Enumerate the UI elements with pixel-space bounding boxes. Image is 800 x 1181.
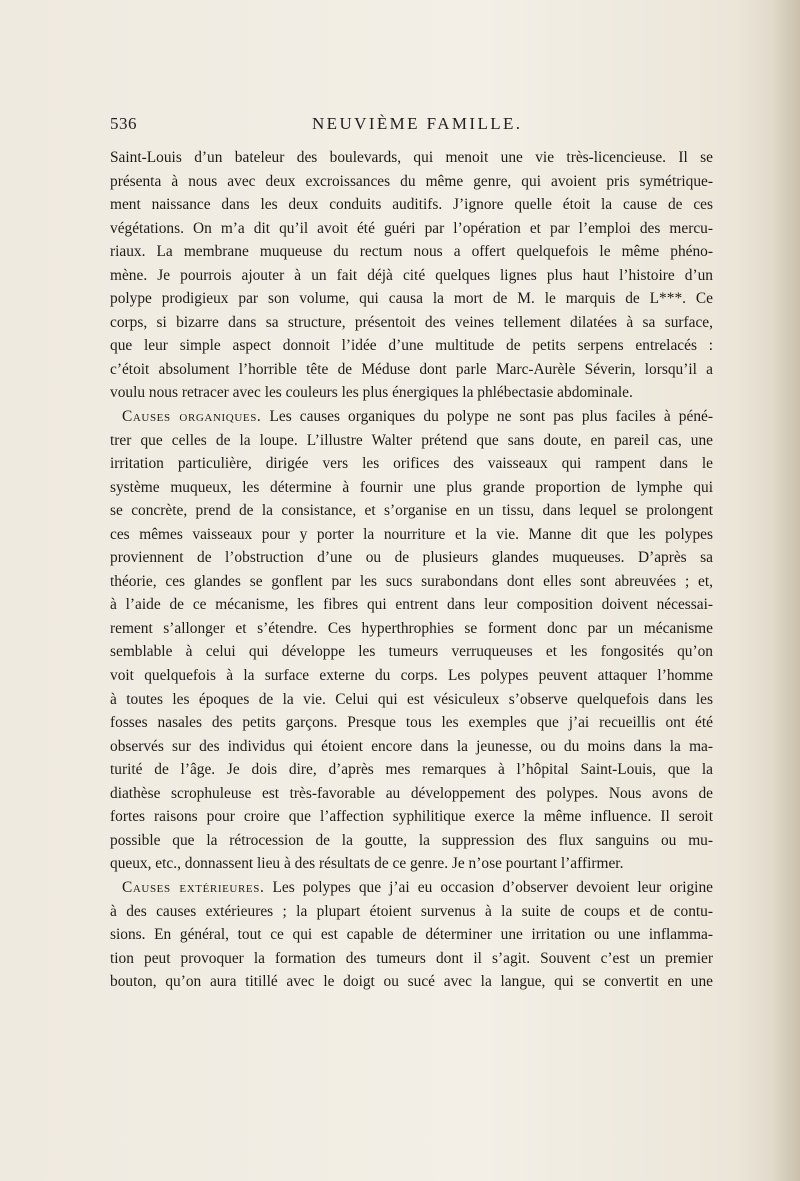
text-line: semblable à celui qui développe les tumeurs verruqueuses et les fongosités qu’on [110, 643, 713, 661]
section-heading-causes-exterieures: Causes extérieures. [122, 878, 265, 896]
text-line: observés sur des individus qui étoient encore dans la jeunesse, ou du moins dans la ma- [110, 737, 713, 755]
body-text [110, 146, 713, 994]
text-line: végétations. On m’a dit qu’il avoit été guéri par l’opération et par l’emploi des mercu- [110, 219, 713, 237]
text-line: rement s’allonger et s’étendre. Ces hyperthrophies se forment donc par un mécanisme [110, 619, 713, 637]
text-line: présenta à nous avec deux excroissances du même genre, qui avoient pris symétrique- [110, 172, 713, 190]
paragraph-first-line [110, 405, 713, 429]
text-line: Saint-Louis d’un bateleur des boulevards, qui menoit une vie très-licencieuse. Il se [110, 149, 713, 166]
running-title: NEUVIÈME FAMILLE. [312, 114, 523, 133]
text-line: se concrète, prend de la consistance, et s’organise en un tissu, dans lequel se prolongent [110, 502, 713, 520]
paragraph-first-line [110, 876, 713, 900]
text-line: ces mêmes vaisseaux pour y porter la nourriture et la vie. Manne dit que les polypes [110, 525, 713, 543]
text-line: bouton, qu’on aura titillé avec le doigt ou sucé avec la langue, qui se convertit en une [110, 973, 713, 991]
text-line: théorie, ces glandes se gonflent par les sucs surabondans dont elles sont abreuvées ; et, [110, 572, 713, 590]
text-line: polype prodigieux par son volume, qui causa la mort de M. le marquis de L***. Ce [110, 290, 713, 308]
text-line: mène. Je pourrois ajouter à un fait déjà cité quelques lignes plus haut l’histoire d’un [110, 266, 713, 284]
section-heading-causes-organiques: Causes organiques. [122, 408, 262, 426]
text-line: queux, etc., donnassent lieu à des résultats de ce genre. Je n’ose pourtant l’affirmer. [110, 855, 624, 873]
text-line: sions. En général, tout ce qui est capable de déterminer une irritation ou une inflamma- [110, 926, 713, 944]
text-line: à des causes extérieures ; la plupart étoient survenus à la suite de coups et de contu- [110, 902, 713, 920]
text-line: corps, si bizarre dans sa structure, présentoit des veines tellement dilatées à sa surface, [110, 313, 713, 331]
page-edge-shadow [772, 0, 800, 1181]
text-line: fosses nasales des petits garçons. Presque tous les exemples que j’ai recueillis ont été [110, 714, 713, 732]
text-line: à toutes les époques de la vie. Celui qui est vésiculeux s’observe quelquefois dans les [110, 690, 713, 708]
text-line: diathèse scrophuleuse est très-favorable au développement des polypes. Nous avons de [110, 784, 713, 802]
text-line: c’étoit absolument l’horrible tête de Méduse dont parle Marc-Aurèle Séverin, lorsqu’il a [110, 360, 713, 378]
text-line: riaux. La membrane muqueuse du rectum nous a offert quelquefois le même phéno- [110, 243, 713, 261]
text-line: ment naissance dans les deux conduits auditifs. J’ignore quelle étoit la cause de ces [110, 196, 713, 214]
text-line: système muqueux, les détermine à fournir une plus grande proportion de lymphe qui [110, 478, 713, 496]
text-line: à l’aide de ce mécanisme, les fibres qui entrent dans leur composition doivent nécessai- [110, 596, 713, 614]
page-number: 536 [110, 114, 137, 133]
text-line: que leur simple aspect donnoit l’idée d’une multitude de petits serpens entrelacés : [110, 337, 713, 355]
text-line: proviennent de l’obstruction d’une ou de plusieurs glandes muqueuses. D’après sa [110, 549, 713, 567]
text-line: trer que celles de la loupe. L’illustre Walter prétend que sans doute, en pareil cas, une [110, 431, 713, 449]
text-line: Les causes organiques du polype ne sont pas plus faciles à péné- [261, 408, 713, 426]
text-line: voit quelquefois à la surface externe du corps. Les polypes peuvent attaquer l’homme [110, 667, 713, 685]
text-line: voulu nous retracer avec les couleurs les plus énergiques la phlébectasie abdominale. [110, 384, 633, 402]
text-line: fortes raisons pour croire que l’affection syphilitique exerce la même influence. Il seroit [110, 808, 713, 826]
text-line: Les polypes que j’ai eu occasion d’observer devoient leur origine [264, 878, 713, 896]
text-line: irritation particulière, dirigée vers les orifices des vaisseaux qui rampent dans le [110, 455, 713, 473]
running-head [110, 114, 710, 136]
text-line: possible que la rétrocession de la goutte, la suppression des flux sanguins ou mu- [110, 831, 713, 849]
text-line: turité de l’âge. Je dois dire, d’après mes remarques à l’hôpital Saint-Louis, que la [110, 761, 713, 779]
text-line: tion peut provoquer la formation des tumeurs dont il s’agit. Souvent c’est un premier [110, 949, 713, 967]
